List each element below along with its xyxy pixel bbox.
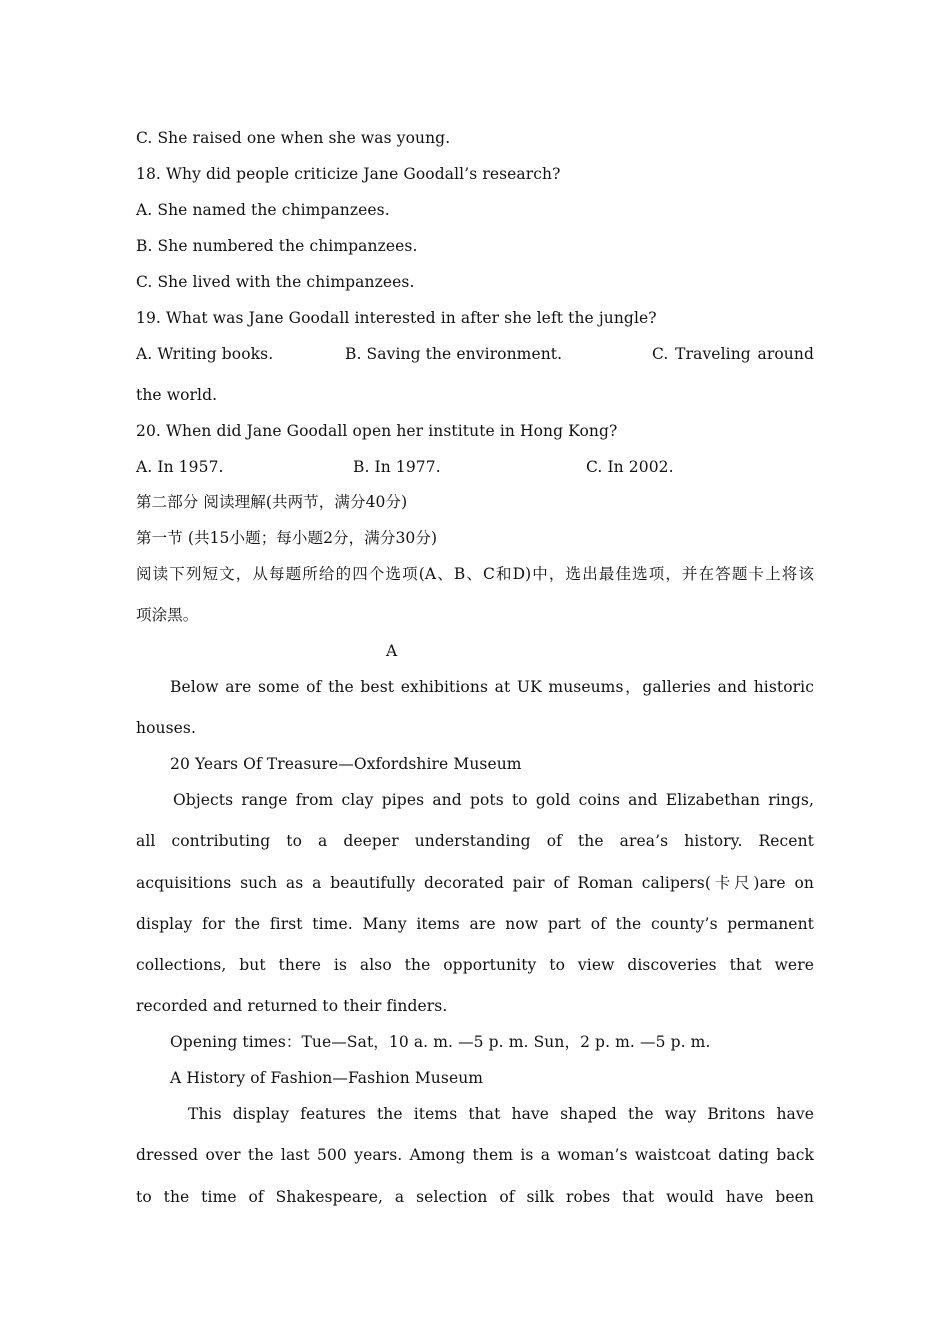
q20-option-b: B. In 1977. [353,458,441,476]
instructions-line-1: 阅读下列短文，从每题所给的四个选项(A、B、C和D)中，选出最佳选项，并在答题卡上将该 [136,565,814,583]
q19-option-c-continued: the world. [136,386,218,404]
q19-option-b: B. Saving the environment. [345,345,563,363]
q18-option-a: A. She named the chimpanzees. [136,201,390,219]
q19-stem: 19. What was Jane Goodall interested in after she left the jungle? [136,309,657,327]
q18-option-c: C. She lived with the chimpanzees. [136,273,415,291]
exhibit2-line-3: to the time of Shakespeare, a selection of silk robes that would have been [136,1188,814,1206]
exhibit1-line-5: collections, but there is also the opportunity to view discoveries that were [136,956,814,974]
exhibit1-title: 20 Years Of Treasure—Oxfordshire Museum [170,755,522,773]
exhibit1-line-3: acquisitions such as a beautifully decorated pair of Roman calipers(卡尺)are on [136,874,814,892]
q20-option-c: C. In 2002. [586,458,674,476]
exhibit2-title: A History of Fashion—Fashion Museum [170,1069,484,1087]
q19-option-c: C. Traveling around [652,345,814,363]
instructions-line-2: 项涂黑。 [136,606,199,624]
q18-stem: 18. Why did people criticize Jane Goodall’s research? [136,165,561,183]
q19-option-a: A. Writing books. [136,345,274,363]
exhibit1-opening-times: Opening times：Tue—Sat，10 a. m. —5 p. m. Sun，2 p. m. —5 p. m. [170,1033,711,1051]
section1-heading: 第一节 (共15小题；每小题2分，满分30分) [136,529,438,547]
exhibit1-line-2: all contributing to a deeper understanding of the area’s history. Recent [136,832,814,850]
exhibit2-line-1: This display features the items that have shaped the way Britons have [188,1105,814,1123]
intro-line-2: houses. [136,719,197,737]
intro-line-1: Below are some of the best exhibitions at UK museums，galleries and historic [170,678,814,696]
q20-options-row [136,457,814,477]
exhibit1-line-6: recorded and returned to their finders. [136,997,448,1015]
passage-letter: A [386,642,398,660]
q19-options-row [136,344,814,364]
q17-option-c: C. She raised one when she was young. [136,129,451,147]
q20-option-a: A. In 1957. [136,458,224,476]
q18-option-b: B. She numbered the chimpanzees. [136,237,418,255]
q20-stem: 20. When did Jane Goodall open her institute in Hong Kong? [136,422,618,440]
exhibit2-line-2: dressed over the last 500 years. Among them is a woman’s waistcoat dating back [136,1146,814,1164]
exhibit1-line-1: Objects range from clay pipes and pots to gold coins and Elizabethan rings, [173,791,814,809]
part2-heading: 第二部分 阅读理解(共两节，满分40分) [136,493,408,511]
exhibit1-line-4: display for the first time. Many items are now part of the county’s permanent [136,915,814,933]
